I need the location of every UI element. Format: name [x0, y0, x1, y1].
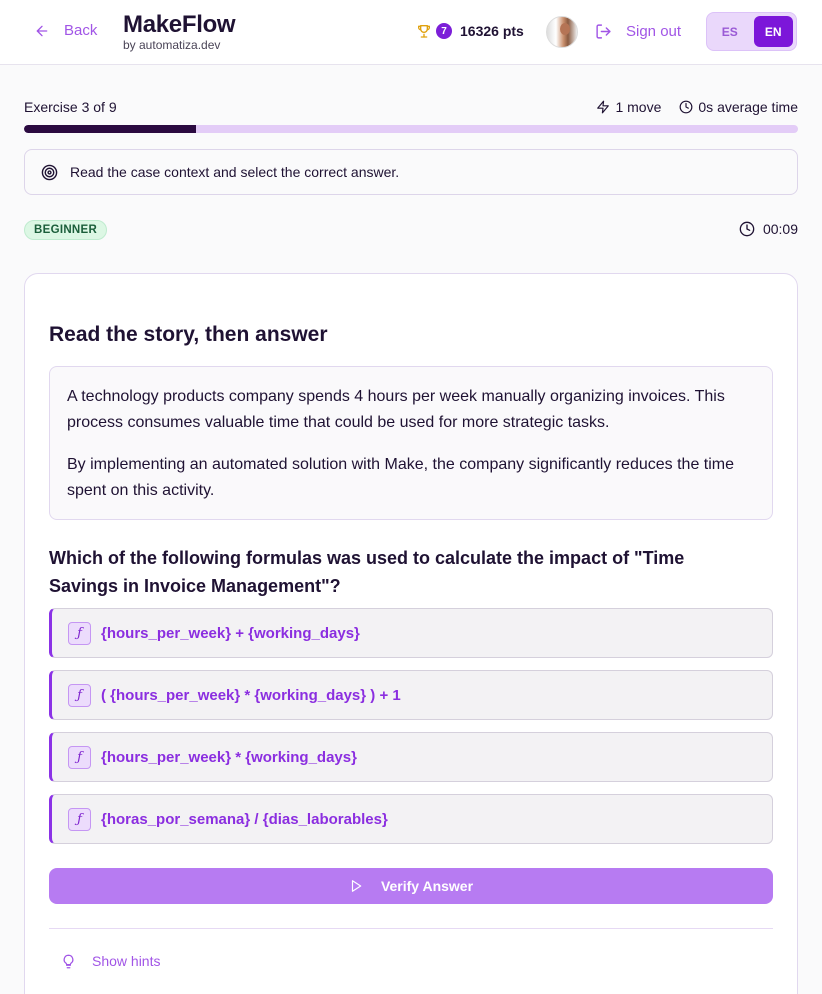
option-text: {hours_per_week} + {working_days} — [101, 624, 360, 642]
verify-label: Verify Answer — [380, 878, 474, 894]
option-text: ( {hours_per_week} * {working_days} ) + 1 — [101, 686, 401, 704]
hints-label: Show hints — [92, 953, 161, 969]
back-button[interactable] — [34, 22, 97, 39]
instruction-text: Read the case context and select the correct answer. — [70, 164, 400, 180]
lightbulb-icon — [61, 954, 76, 969]
zap-icon — [596, 100, 610, 114]
brand-subtitle: by automatiza.dev — [123, 38, 221, 52]
sign-out-label: Sign out — [626, 23, 682, 40]
card-title: Read the story, then answer — [49, 323, 328, 346]
function-icon: ƒ — [68, 622, 91, 645]
story-paragraph: By implementing an automated solution with Make, the company significantly reduces the time spent on this activity. — [67, 456, 735, 499]
exercise-timer — [739, 221, 798, 237]
language-switcher — [706, 12, 797, 51]
lang-en-button[interactable]: EN — [754, 16, 794, 47]
answer-option[interactable] — [49, 670, 773, 720]
answer-options — [49, 608, 773, 856]
function-icon: ƒ — [68, 808, 91, 831]
level-badge: 7 — [436, 23, 452, 39]
points-value: 16326 pts — [460, 23, 524, 39]
sign-out-icon — [595, 23, 612, 40]
sign-out-button[interactable] — [595, 23, 681, 40]
difficulty-badge: BEGINNER — [24, 220, 107, 240]
story-paragraph: A technology products company spends 4 hours per week manually organizing invoices. This process consumes valuable time that could be used for more strategic tasks. — [67, 388, 725, 431]
arrow-left-icon — [34, 23, 50, 39]
option-text: {hours_per_week} * {working_days} — [101, 748, 357, 766]
timer-value: 00:09 — [762, 221, 798, 237]
exercise-stats — [596, 99, 798, 115]
lang-es-button[interactable]: ES — [721, 24, 738, 39]
show-hints-button[interactable] — [61, 953, 160, 969]
divider — [49, 928, 773, 929]
progress-bar — [24, 125, 798, 133]
exercise-card — [24, 273, 798, 994]
function-icon: ƒ — [68, 684, 91, 707]
clock-icon — [679, 100, 693, 114]
moves-value: 1 move — [615, 99, 662, 115]
brand-title: MakeFlow — [123, 11, 236, 38]
option-text: {horas_por_semana} / {dias_laborables} — [101, 810, 388, 828]
clock-icon — [739, 221, 755, 237]
target-icon — [41, 164, 58, 181]
trophy-icon — [416, 23, 432, 39]
answer-option[interactable] — [49, 608, 773, 658]
function-icon: ƒ — [68, 746, 91, 769]
story-box — [49, 366, 773, 520]
avg-time-value: 0s average time — [698, 99, 798, 115]
points-display — [416, 23, 524, 39]
instruction-banner — [24, 149, 798, 195]
answer-option[interactable] — [49, 794, 773, 844]
avatar[interactable] — [546, 16, 578, 48]
progress-fill — [24, 125, 196, 133]
back-label: Back — [64, 22, 98, 39]
top-header — [0, 0, 822, 65]
brand-logo[interactable] — [123, 11, 235, 51]
answer-option[interactable] — [49, 732, 773, 782]
verify-answer-button[interactable] — [49, 868, 773, 904]
play-icon — [349, 879, 363, 893]
moves-stat — [596, 99, 661, 115]
exercise-counter: Exercise 3 of 9 — [24, 99, 117, 115]
question-text: Which of the following formulas was used to calculate the impact of "Time Savings in Invoice Management"? — [49, 548, 685, 596]
avg-time-stat — [679, 99, 798, 115]
